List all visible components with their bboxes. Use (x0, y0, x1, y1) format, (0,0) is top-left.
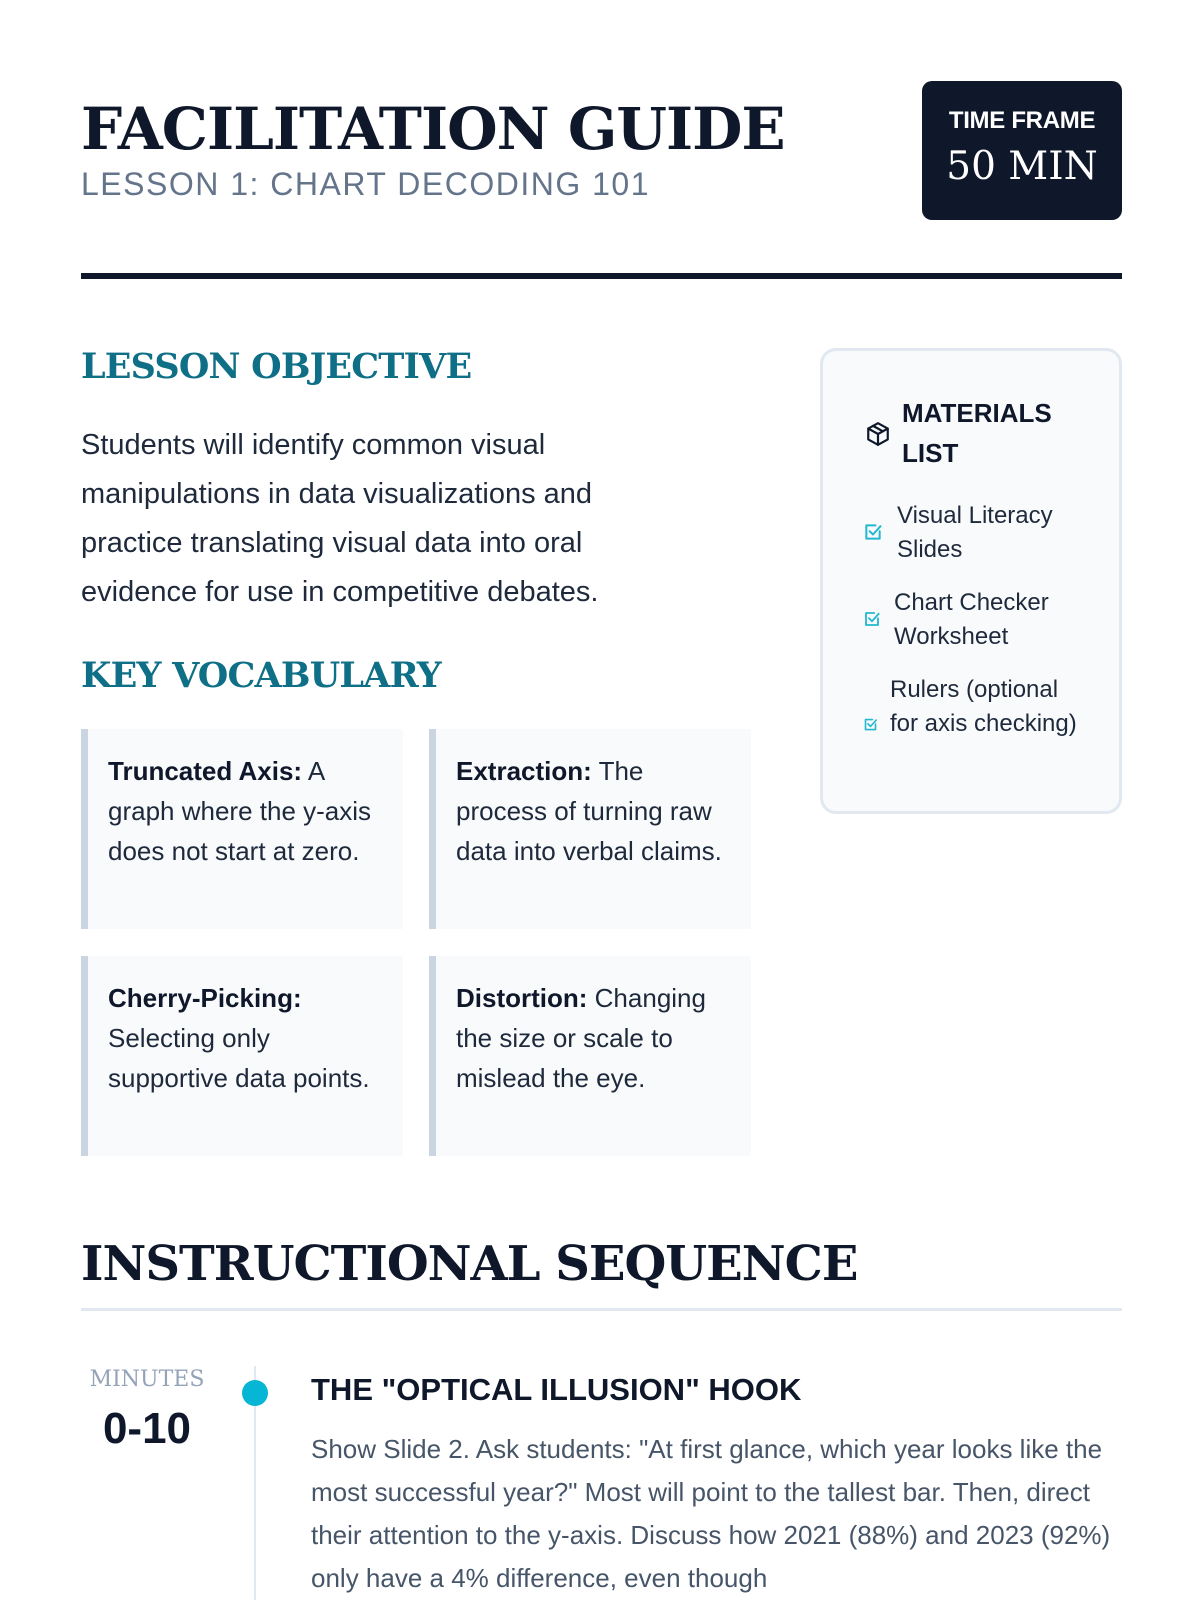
objective-heading: LESSON OBJECTIVE (81, 346, 472, 387)
vocab-definition: Changing the size or scale to mislead the eye. (456, 983, 706, 1093)
vocab-card-cherry-picking (81, 956, 403, 1156)
step-minutes-label: MINUTES (89, 1367, 205, 1392)
timeline-dot (242, 1380, 268, 1406)
vocab-card-extraction (429, 729, 751, 929)
materials-item-text: Chart Checker Worksheet (894, 589, 1049, 650)
materials-item-text: Visual Literacy Slides (897, 502, 1053, 563)
vocab-term: Truncated Axis: (108, 756, 303, 786)
checkbox-checked-icon (863, 522, 883, 542)
time-frame-badge (922, 81, 1122, 220)
step-body: Show Slide 2. Ask students: "At first glance, which year looks like the most successful year?" Most will point to the tallest bar. Then, direct their attention to the y-axis. Discuss how 2021 (88%) and 2023 (92%) only have a 4% difference, even though (311, 1434, 1111, 1593)
page-title: FACILITATION GUIDE (81, 95, 785, 163)
vocab-definition: Selecting only supportive data points. (108, 1023, 370, 1093)
vocab-card-truncated-axis (81, 729, 403, 929)
materials-list-card (820, 348, 1122, 814)
vocab-term: Extraction: (456, 756, 592, 786)
vocab-card-distortion (429, 956, 751, 1156)
vocab-definition: A graph where the y-axis does not start at zero. (108, 756, 372, 866)
time-frame-label: TIME FRAME (948, 107, 1096, 134)
time-frame-value: 50 MIN (946, 144, 1098, 189)
materials-item-text: Rulers (optional for axis checking) (890, 676, 1077, 737)
vocab-definition: The process of turning raw data into verbal claims. (456, 756, 722, 866)
materials-item (863, 499, 1103, 569)
objective-text: Students will identify common visual manipulations in data visualizations and practice translating visual data into oral evidence for use in competitive debates. (81, 429, 599, 608)
step-title: THE "OPTICAL ILLUSION" HOOK (311, 1372, 802, 1407)
lesson-subtitle: LESSON 1: CHART DECODING 101 (81, 166, 650, 202)
sequence-divider (81, 1308, 1122, 1311)
vocabulary-heading: KEY VOCABULARY (81, 655, 441, 696)
checkbox-checked-icon (863, 610, 881, 628)
materials-item (863, 673, 1103, 777)
step-minutes-value: 0-10 (102, 1404, 192, 1453)
sequence-heading: INSTRUCTIONAL SEQUENCE (81, 1236, 858, 1292)
header-divider (81, 273, 1122, 279)
box-icon (865, 421, 891, 447)
materials-title: MATERIALS LIST (902, 398, 1052, 468)
vocab-term: Distortion: (456, 983, 588, 1013)
vocab-term: Cherry-Picking: (108, 983, 302, 1013)
materials-item (863, 586, 1103, 656)
facilitation-guide-page (81, 0, 1122, 1600)
checkbox-checked-icon (863, 717, 878, 732)
